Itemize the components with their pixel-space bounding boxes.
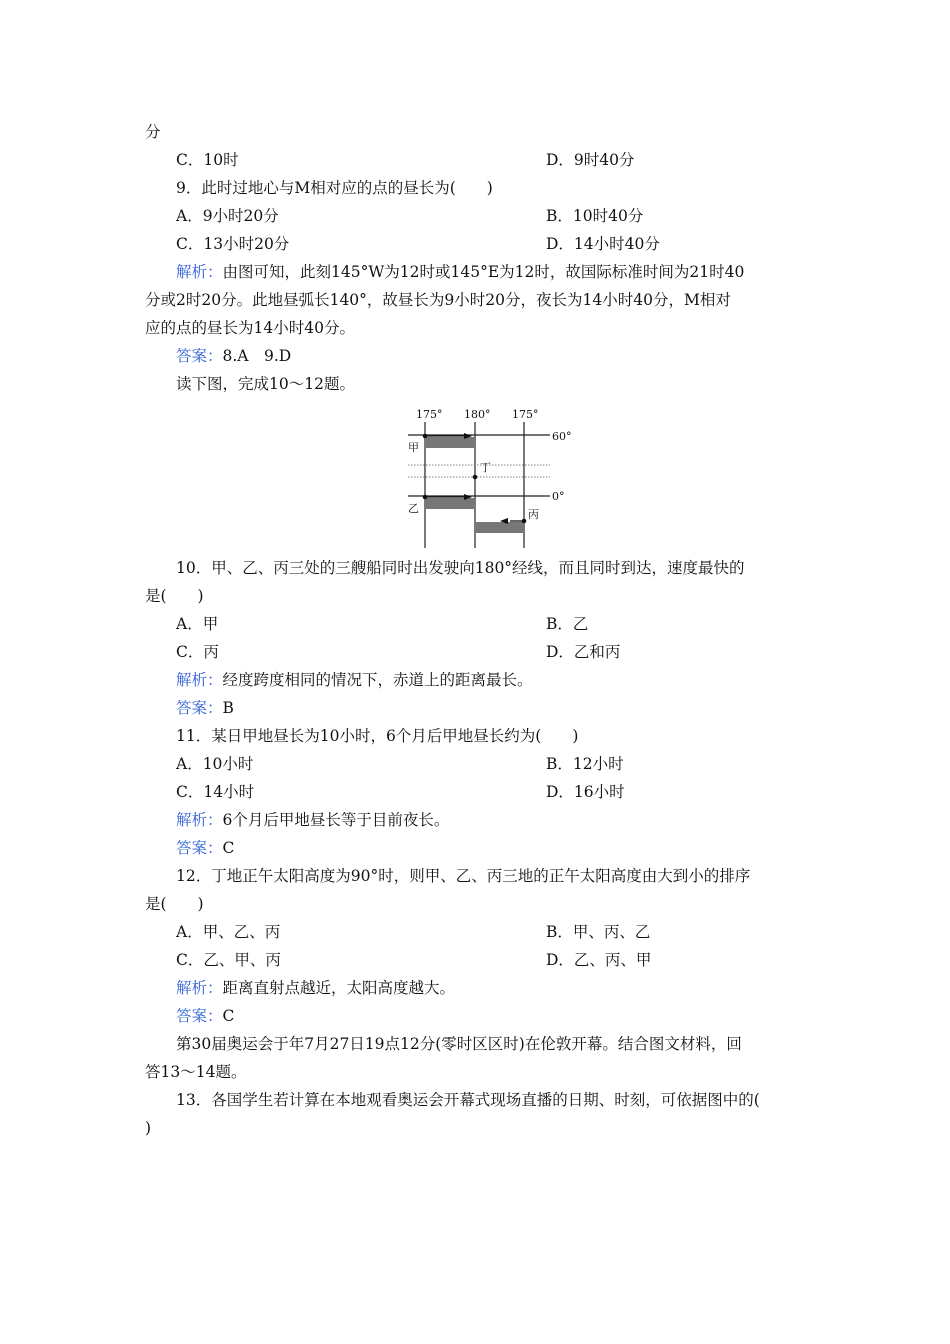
answer-label: 答案： <box>176 699 223 717</box>
longitude-latitude-diagram <box>400 400 580 550</box>
q10-option-b: B．乙 <box>546 615 589 633</box>
prev-question-tail: 分 <box>145 123 161 141</box>
explanation-text: 经度跨度相同的情况下，赤道上的距离最长。 <box>222 671 533 689</box>
q11-stem: 11．某日甲地昼长为10小时，6个月后甲地昼长约为( ) <box>176 727 579 745</box>
intro-13-14-line2: 答13～14题。 <box>145 1063 247 1081</box>
q10-stem-line1: 10．甲、乙、丙三处的三艘船同时出发驶向180°经线，而且同时到达，速度最快的 <box>176 559 745 577</box>
q11-answer <box>176 838 841 858</box>
label-jia: 甲 <box>408 441 419 454</box>
label-ding: 丁 <box>480 461 491 474</box>
explanation-label: 解析： <box>176 811 223 829</box>
answer-label: 答案： <box>176 347 223 365</box>
q10-option-d: D．乙和丙 <box>546 643 621 661</box>
lat-label-60: 60° <box>552 430 572 443</box>
intro-10-12: 读下图，完成10～12题。 <box>176 375 355 393</box>
q9-stem: 9．此时过地心与M相对应的点的昼长为( ) <box>176 179 493 197</box>
lat-label-0: 0° <box>552 490 565 503</box>
q10-answer <box>176 698 841 718</box>
answer-text: C <box>222 839 235 857</box>
q10-stem-line2: 是( ) <box>145 587 204 605</box>
q13-stem-line1: 13．各国学生若计算在本地观看奥运会开幕式现场直播的日期、时刻，可依据图中的( <box>176 1091 760 1109</box>
q9-option-a: A．9小时20分 <box>176 207 279 225</box>
explanation-label: 解析： <box>176 671 223 689</box>
lon-label-175e: 175° <box>512 408 539 421</box>
explanation-text: 6个月后甲地昼长等于目前夜长。 <box>222 811 450 829</box>
q12-stem-line1: 12．丁地正午太阳高度为90°时，则甲、乙、丙三地的正午太阳高度由大到小的排序 <box>176 867 751 885</box>
route-yi-bar <box>426 498 475 509</box>
label-yi: 乙 <box>408 502 419 515</box>
answer-text: B <box>222 699 234 717</box>
explanation-8-9-line3: 应的点的昼长为14小时40分。 <box>145 319 355 337</box>
explanation-text: 由图可知，此刻145°W为12时或145°E为12时，故国际标准时间为21时40 <box>222 263 745 281</box>
point-ding <box>473 475 478 480</box>
answer-label: 答案： <box>176 1007 223 1025</box>
q12-option-d: D．乙、丙、甲 <box>546 951 652 969</box>
q12-option-c: C．乙、甲、丙 <box>176 951 281 969</box>
route-bing-bar <box>476 522 524 533</box>
explanation-8-9-line1 <box>176 262 841 282</box>
q12-stem-line2: 是( ) <box>145 895 204 913</box>
q8-option-c: C．10时 <box>176 151 239 169</box>
q11-option-d: D．16小时 <box>546 783 625 801</box>
label-bing: 丙 <box>528 508 539 521</box>
q11-option-c: C．14小时 <box>176 783 255 801</box>
explanation-label: 解析： <box>176 979 223 997</box>
q10-option-a: A．甲 <box>176 615 219 633</box>
point-bing <box>522 519 527 524</box>
q9-option-b: B．10时40分 <box>546 207 644 225</box>
q9-option-c: C．13小时20分 <box>176 235 290 253</box>
answer-label: 答案： <box>176 839 223 857</box>
route-jia-bar <box>426 437 475 448</box>
q10-option-c: C．丙 <box>176 643 219 661</box>
point-jia <box>423 434 428 439</box>
q12-option-a: A．甲、乙、丙 <box>176 923 281 941</box>
q13-stem-line2: ) <box>145 1119 152 1137</box>
explanation-text: 距离直射点越近，太阳高度越大。 <box>222 979 456 997</box>
q12-explanation <box>176 978 841 998</box>
q11-option-b: B．12小时 <box>546 755 624 773</box>
point-yi <box>423 495 428 500</box>
q12-option-b: B．甲、丙、乙 <box>546 923 651 941</box>
q10-explanation <box>176 670 841 690</box>
q12-answer <box>176 1006 841 1026</box>
answer-text: 8.A 9.D <box>222 347 292 365</box>
intro-13-14-line1: 第30届奥运会于年7月27日19点12分(零时区区时)在伦敦开幕。结合图文材料，回 <box>176 1035 742 1053</box>
lon-label-175w: 175° <box>416 408 443 421</box>
q8-option-d: D．9时40分 <box>546 151 635 169</box>
q11-option-a: A．10小时 <box>176 755 254 773</box>
lon-label-180: 180° <box>464 408 491 421</box>
answer-text: C <box>222 1007 235 1025</box>
q11-explanation <box>176 810 841 830</box>
answer-8-9 <box>176 346 841 366</box>
q9-option-d: D．14小时40分 <box>546 235 660 253</box>
explanation-8-9-line2: 分或2时20分。此地昼弧长140°，故昼长为9小时20分，夜长为14小时40分，M相对 <box>145 291 731 309</box>
explanation-label: 解析： <box>176 263 223 281</box>
